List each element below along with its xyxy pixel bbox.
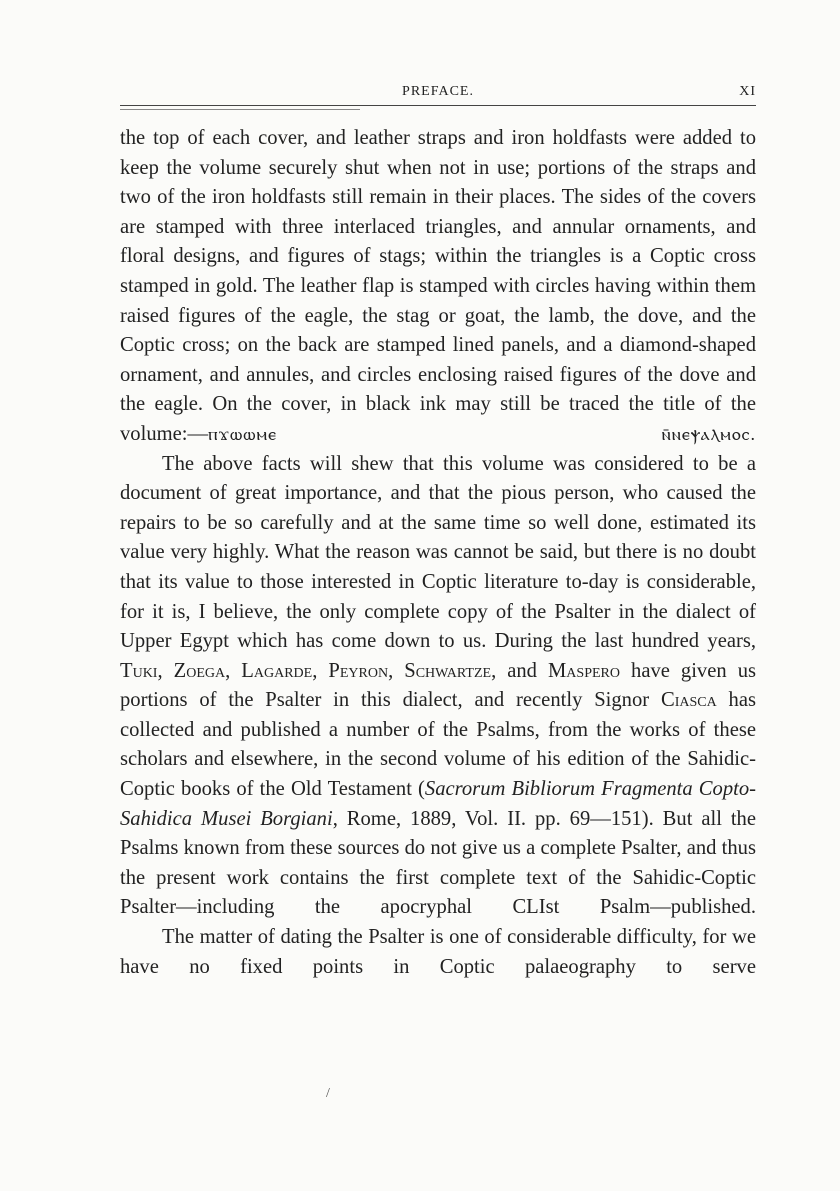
paragraph-1 — [120, 124, 756, 450]
body-text — [120, 124, 756, 982]
paragraph-2 — [120, 450, 756, 924]
separator: , — [312, 659, 329, 682]
separator: , and — [491, 659, 548, 682]
page-number: XI — [739, 84, 756, 99]
scholar-name: Maspero — [548, 659, 620, 682]
paragraph-text: The above facts will shew that this volume was considered to be a document of great importance, and that the pious person, who caused the repairs to be so carefully and at the same time so well done, estimated its value very highly. What the reason was cannot be said, but there is no doubt that its value to those interested in Coptic literature to-day is considerable, for it is, I believe, the only complete copy of the Psalter in the dialect of Upper Egypt which has come down to us. During the last hundred years, — [120, 452, 756, 653]
scholar-name: Ciasca — [660, 689, 717, 712]
paragraph-3 — [120, 923, 756, 982]
header-rule-thin — [120, 109, 360, 110]
paragraph-text: The matter of dating the Psalter is one of considerable difficulty, for we have no fixed points in Coptic palaeography to serve — [120, 926, 756, 978]
separator: , — [388, 659, 405, 682]
scholar-name: Schwartze — [404, 659, 492, 682]
coptic-title: ⲡϫⲱⲱⲙⲉ ⲛ̄ⲛⲉⲯⲁⲗⲙⲟⲥ. — [208, 423, 756, 444]
header-rule — [120, 105, 756, 106]
running-header — [120, 84, 756, 102]
book-title-italic: Sacrorum Bibliorum Fragmenta Copto-Sahidica Musei Borgiani — [120, 778, 756, 830]
scholar-name: Tuki — [120, 659, 158, 682]
scholar-name: Zoega — [173, 659, 226, 682]
separator: , — [157, 659, 174, 682]
separator: , — [225, 659, 242, 682]
scholar-name: Lagarde — [241, 659, 313, 682]
scholar-name: Peyron — [328, 659, 389, 682]
paragraph-text: have given us portions of the Psalter in this dialect, and recently Signor — [120, 659, 757, 712]
footer-mark: / — [326, 1086, 330, 1101]
running-title: PREFACE. — [402, 84, 474, 99]
paragraph-text: has collected and published a number of the Psalms, from the works of these scholars and elsewhere, in the second volume of his edition of the Sahidic-Coptic books of the Old Testament ( — [120, 689, 756, 801]
paragraph-text: , Rome, 1889, Vol. II. pp. 69—151). But all the Psalms known from these sources do not give us a complete Psalter, and thus the present work contains the first complete text of the Sahidic-Coptic Psalter—including the apocryphal CLIst Psalm—published. — [120, 807, 756, 919]
paragraph-text: the top of each cover, and leather straps and iron holdfasts were added to keep the volume securely shut when not in use; portions of the straps and two of the iron holdfasts still remain in their places. The sides of the covers are stamped with three interlaced triangles, and annular ornaments, and floral designs, and figures of stags; within the triangles is a Coptic cross stamped in gold. The leather flap is stamped with circles having within them raised figures of the eagle, the stag or goat, the lamb, the dove, and the Coptic cross; on the back are stamped lined panels, and a diamond-shaped ornament, and annules, and circles enclosing raised figures of the dove and the eagle. On the cover, in black ink may still be traced the title of the volume:— — [120, 127, 756, 445]
